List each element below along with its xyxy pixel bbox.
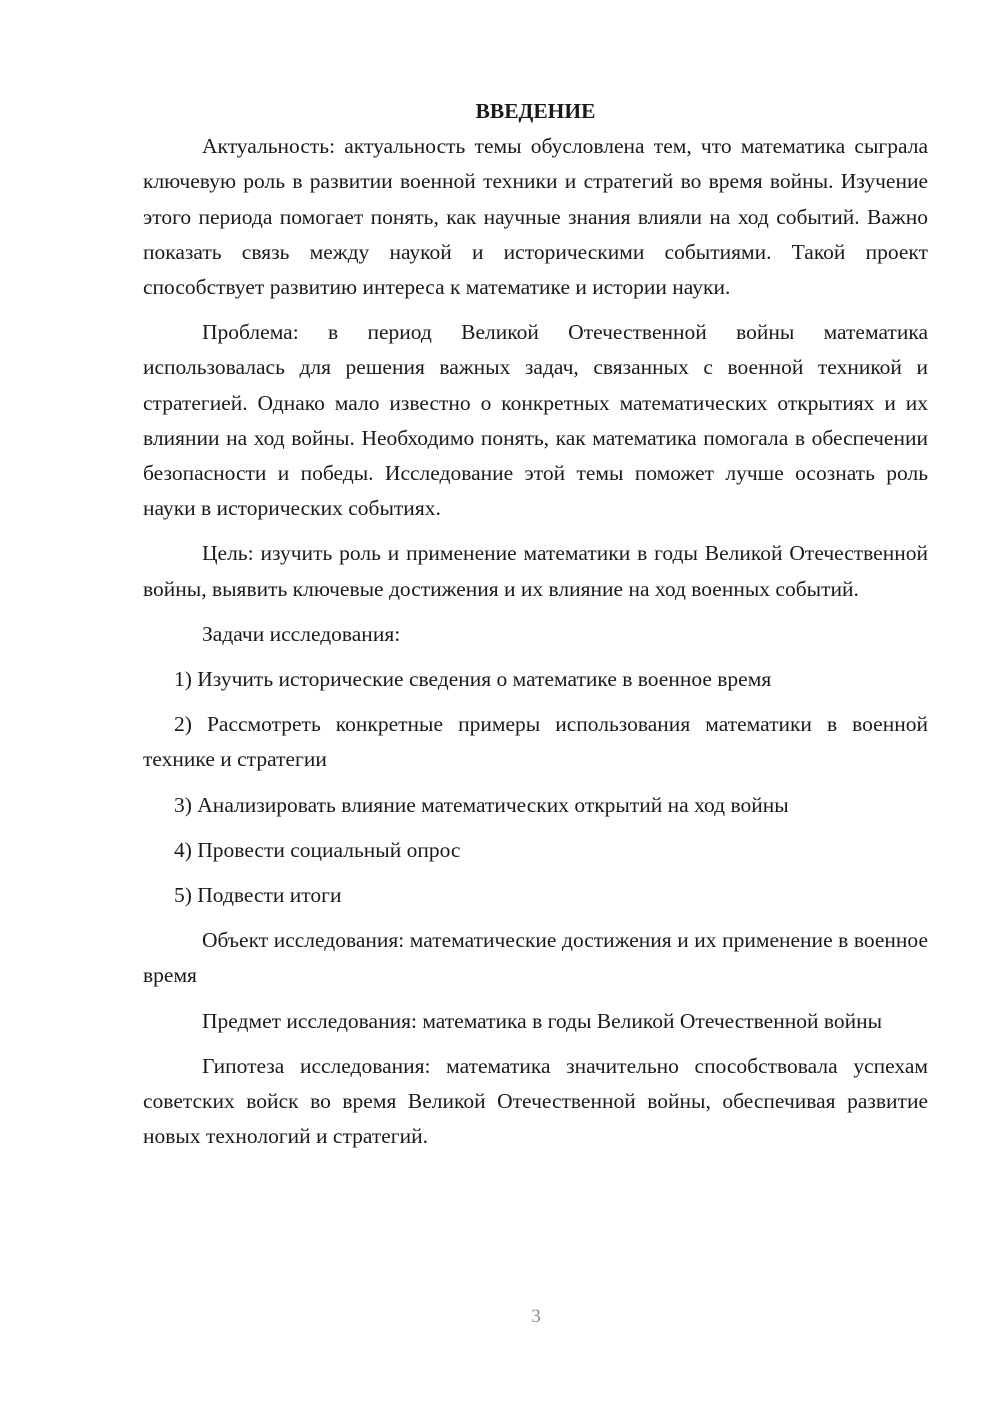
task-item: 5) Подвести итоги (174, 883, 342, 908)
problem-paragraph: Проблема: в период Великой Отечественной войны математика использовалась для решения важных задач, связанных с военной техникой и стратегией. Однако мало известно о конкретных математических открытиях и их влиянии на ход войны. Необходимо понять, как математика помогала в обеспечении безопасности и победы. Исследование этой темы поможет лучше осознать роль науки в исторических событиях. (143, 320, 928, 521)
goal-paragraph: Цель: изучить роль и применение математики в годы Великой Отечественной войны, выявить ключевые достижения и их влияние на ход военных событий. (143, 541, 928, 601)
hypothesis-paragraph: Гипотеза исследования: математика значительно способствовала успехам советских войск во время Великой Отечественной войны, обеспечивая развитие новых технологий и стратегий. (143, 1053, 928, 1149)
section-heading: ВВЕДЕНИЕ (475, 99, 596, 123)
page-number: 3 (531, 1306, 541, 1327)
document-body (143, 94, 928, 1164)
task-item: 3) Анализировать влияние математических открытий на ход войны (174, 792, 789, 817)
task-item: 4) Провести социальный опрос (174, 837, 461, 862)
subject-paragraph: Предмет исследования: математика в годы Великой Отечественной войны (202, 1008, 883, 1033)
object-paragraph: Объект исследования: математические достижения и их применение в военное время (143, 928, 928, 988)
relevance-paragraph: Актуальность: актуальность темы обусловлена тем, что математика сыграла ключевую роль в развитии военной техники и стратегий во время войны. Изучение этого периода помогает понять, как научные знания влияли на ход событий. Важно показать связь между наукой и историческими событиями. Такой проект способствует развитию интереса к математике и истории науки. (143, 134, 928, 300)
task-item: 2) Рассмотреть конкретные примеры использования математики в военной технике и стратегии (143, 712, 928, 772)
tasks-label: Задачи исследования: (202, 621, 401, 646)
task-item: 1) Изучить исторические сведения о математике в военное время (174, 667, 772, 692)
